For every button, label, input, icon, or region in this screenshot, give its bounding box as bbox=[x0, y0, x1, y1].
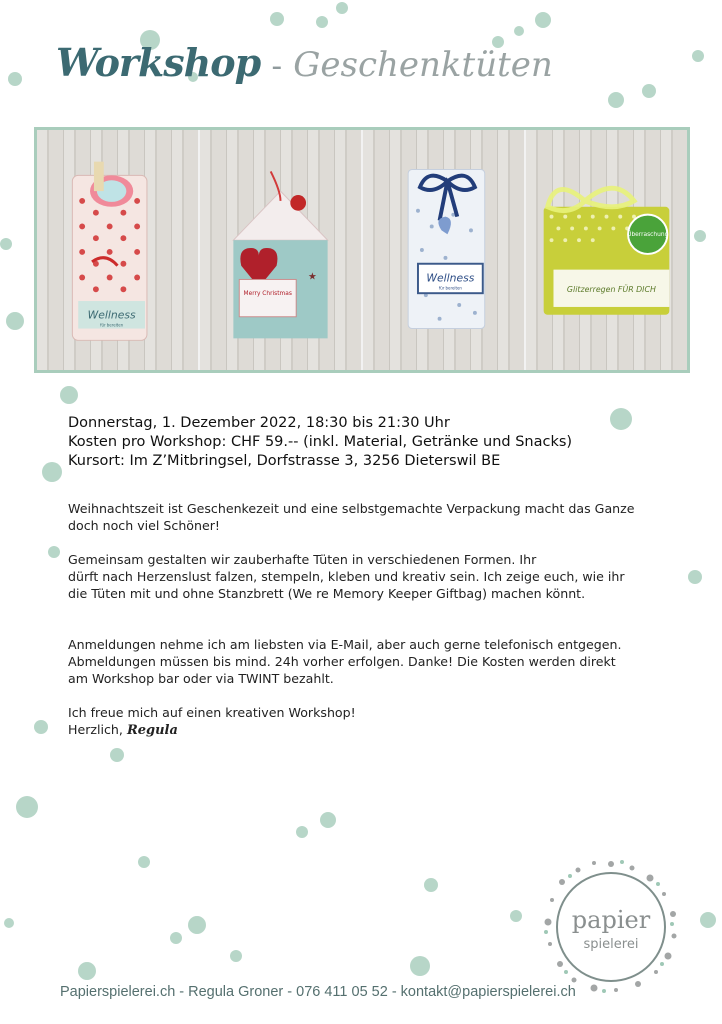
paragraph-1-line-2: doch noch viel Schöner! bbox=[68, 518, 220, 533]
house-bag-label: Merry Christmas bbox=[243, 291, 292, 298]
title-separator: - bbox=[271, 49, 283, 84]
logo-text-spielerei: spielerei bbox=[583, 937, 639, 952]
closing-text: Herzlich, bbox=[68, 722, 123, 737]
paragraph-1-line-1: Weihnachtszeit ist Geschenkezeit und eine selbstgemachte Verpackung macht das Ganze bbox=[68, 501, 635, 516]
photo-tall-bag bbox=[363, 130, 526, 370]
box-bag-label: Glitzerregen FÜR DICH bbox=[566, 285, 656, 295]
paragraph-3-line-1: Anmeldungen nehme ich am liebsten via E-Mail, aber auch gerne telefonisch entgegen. bbox=[68, 637, 622, 652]
paragraph-3-line-3: am Workshop bar oder via TWINT bezahlt. bbox=[68, 671, 334, 686]
paragraph-3-line-2: Abmeldungen müssen bis mind. 24h vorher erfolgen. Danke! Die Kosten werden direkt bbox=[68, 654, 616, 669]
title-main: Workshop bbox=[56, 40, 261, 85]
pillow-bag-sublabel: für bereiten bbox=[100, 322, 124, 328]
photo-house-bag bbox=[200, 130, 363, 370]
box-bag-image bbox=[526, 130, 687, 370]
pillow-bag-label: Wellness bbox=[87, 308, 136, 322]
signature: Regula bbox=[126, 723, 178, 738]
closing-line bbox=[68, 721, 698, 739]
event-date: Donnerstag, 1. Dezember 2022, 18:30 bis 21:30 Uhr bbox=[68, 415, 450, 431]
box-bag-tag: Überraschung bbox=[627, 232, 669, 239]
logo-text-papier: papier bbox=[571, 906, 651, 934]
house-bag-image bbox=[200, 130, 361, 370]
body-text bbox=[68, 500, 698, 739]
event-info bbox=[68, 414, 572, 471]
tall-bag-image bbox=[363, 130, 524, 370]
event-location: Kursort: Im Z’Mitbringsel, Dorfstrasse 3, 3256 Dieterswil BE bbox=[68, 453, 501, 469]
paragraph-2-line-3: die Tüten mit und ohne Stanzbrett (We re Memory Keeper Giftbag) machen könnt. bbox=[68, 586, 586, 601]
tall-bag-sublabel: für bereiten bbox=[438, 285, 462, 291]
photo-box-bag bbox=[526, 130, 687, 370]
tall-bag-label: Wellness bbox=[426, 271, 475, 285]
paragraph-2-line-1: Gemeinsam gestalten wir zauberhafte Tüten in verschiedenen Formen. Ihr bbox=[68, 552, 537, 567]
svg-text:★: ★ bbox=[307, 271, 317, 283]
photo-pillow-bag bbox=[37, 130, 200, 370]
title-sub: Geschenktüten bbox=[293, 45, 553, 85]
papierspielerei-logo bbox=[542, 858, 680, 996]
event-cost: Kosten pro Workshop: CHF 59.-- (inkl. Material, Getränke und Snacks) bbox=[68, 434, 573, 450]
photo-strip bbox=[34, 127, 690, 373]
pillow-bag-image bbox=[37, 130, 198, 370]
logo-graphic bbox=[542, 858, 680, 996]
paragraph-4: Ich freue mich auf einen kreativen Workshop! bbox=[68, 705, 356, 720]
footer-contact: Papierspielerei.ch - Regula Groner - 076 411 05 52 - kontakt@papierspielerei.ch bbox=[60, 984, 576, 1000]
page-title bbox=[56, 40, 553, 96]
paragraph-2-line-2: dürft nach Herzenslust falzen, stempeln, kleben und kreativ sein. Ich zeige euch, wie ihr bbox=[68, 569, 625, 584]
